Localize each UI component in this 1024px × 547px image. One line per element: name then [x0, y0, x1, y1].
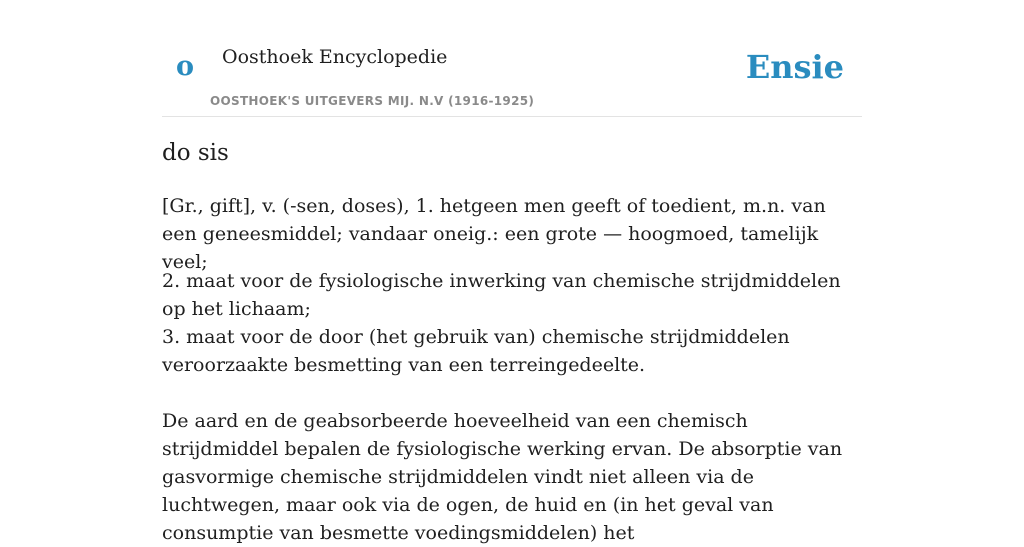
- site-header: [162, 0, 862, 117]
- publisher-label: OOSTHOEK'S UITGEVERS MIJ. N.V (1916-1925): [210, 94, 535, 108]
- definition-item-3: 3. maat voor de door (het gebruik van) chemische strijdmiddelen veroorzaakte besmetting van een terreingedeelte.: [162, 326, 790, 376]
- definition-item-2: 2. maat voor de fysiologische inwerking van chemische strijdmiddelen op het lichaam;: [162, 270, 841, 320]
- page-container: [162, 0, 862, 544]
- site-logo[interactable]: o: [176, 51, 195, 82]
- body-paragraph: De aard en de geabsorbeerde hoeveelheid van een chemisch strijdmiddel bepalen de fysiologische werking ervan. De absorptie van gasvormige chemische strijdmiddelen vindt niet alleen via de luchtwegen, maar ook via de ogen, de huid en (in het geval van consumptie van besmette voedingsmiddelen) het: [162, 410, 843, 544]
- entry-title: do sis: [162, 140, 229, 166]
- definition-paragraph-1: [Gr., gift], v. (-sen, doses), 1. hetgeen men geeft of toedient, m.n. van een geneesmiddel; vandaar oneig.: een grote — hoogmoed, tamelijk veel;: [162, 195, 826, 273]
- site-title[interactable]: Oosthoek Encyclopedie: [222, 46, 448, 68]
- definition-paragraph-2: [162, 267, 862, 379]
- brand-link[interactable]: Ensie: [745, 48, 844, 86]
